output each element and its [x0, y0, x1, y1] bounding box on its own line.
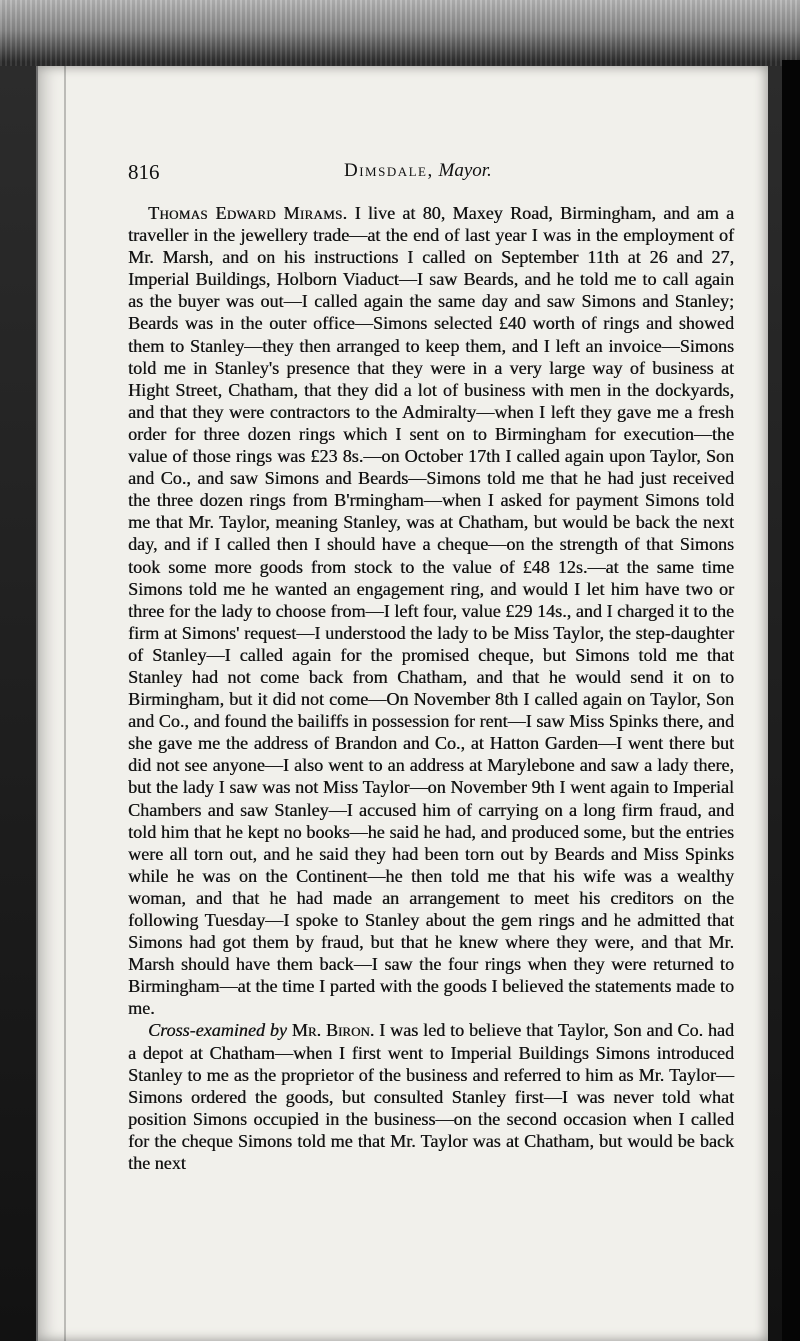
running-head-name: Dimsdale,: [344, 160, 434, 181]
witness-statement-paragraph: [128, 202, 734, 1019]
running-head: [344, 160, 492, 182]
scan-top-margin: [0, 0, 800, 66]
testimony-body: [128, 202, 734, 1174]
page-gutter-shadow: [64, 66, 66, 1341]
witness-name: Thomas Edward Mirams.: [148, 203, 348, 223]
cross-examination-text: I was led to believe that Taylor, Son and Co. had a depot at Chatham—when I first went to Imperial Buildings Simons introduced Stanley to me as the proprietor of the business and referred to him as Mr. Taylor—Simons ordered the goods, but consulted Stanley first—I was never told what position Simons occupied in the business—on the second occasion when I called for the cheque Simons told me that Mr. Taylor was at Chatham, but would be back the next: [128, 1020, 735, 1174]
cross-examined-label: Cross-examined by: [148, 1020, 287, 1041]
cross-counsel-name: Mr. Biron.: [291, 1020, 375, 1041]
cross-examination-paragraph: [128, 1019, 734, 1174]
running-head-title: Mayor.: [438, 160, 492, 181]
page-header: [128, 160, 708, 190]
page-number: 816: [128, 160, 160, 184]
book-edge: [782, 60, 800, 1341]
witness-statement: I live at 80, Maxey Road, Birmingham, and am a traveller in the jewellery trade—at the end of last year I was in the employment of Mr. Marsh, and on his instructions I called on September 11th at 26 and 27, Imperial Buildings, Holborn Viaduct—I saw Beards, and he told me to call again as the buyer was out—I called again the same day and saw Simons and Stanley; Beards was in the outer office—Simons selected £40 worth of rings and showed them to Stanley—they then arranged to keep them, and I left an invoice—Simons told me in Stanley's presence that they were in a very large way of business at Hight Street, Chatham, that they did a lot of business with men in the dockyards, and that they were contractors to the Admiralty—when I left they gave me a fresh order for three dozen rings which I sent on to Birmingham for execution—the value of those rings was £23 8s.—on October 17th I called again upon Taylor, Son and Co., and saw Simons and Beards—Simons told me that he had just received the three dozen rings from B'rmingham—when I asked for payment Simons told me that Mr. Taylor, meaning Stanley, was at Chatham, but would be back the next day, and if I called then I should have a cheque—on the strength of that Simons took some more goods from stock to the value of £48 12s.—at the same time Simons told me he wanted an engagement ring, and would I let him have two or three for the lady to choose from—I left four, value £29 14s., and I charged it to the firm at Simons' request—I understood the lady to be Miss Taylor, the step-daughter of Stanley—I called again for the promised cheque, but Simons told me that Stanley had not come back from Chatham, and that he would send it on to Birmingham, but it did not come—On November 8th I called again on Taylor, Son and Co., and found the bailiffs in possession for rent—I saw Miss Spinks there, and she gave me the address of Brandon and Co., at Hatton Garden—I went there but did not see anyone—I also went to an address at Marylebone and saw a lady there, but the lady I saw was not Miss Taylor—on November 9th I went again to Imperial Chambers and saw Stanley—I accused him of carrying on a long firm fraud, and told him that he kept no books—he said he had, and produced some, but the entries were all torn out, and he said they had been torn out by Beards and Miss Spinks while he was on the Continent—he then told me that his wife was a wealthy woman, and that he had made an arrangement to meet his creditors on the following Tuesday—I spoke to Stanley about the gem rings and he admitted that Simons had got them by fraud, but that he knew where they were, and that Mr. Marsh should have them back—I saw the four rings when they were returned to Birmingham—at the time I parted with the goods I believed the statements made to me.: [128, 203, 734, 1019]
